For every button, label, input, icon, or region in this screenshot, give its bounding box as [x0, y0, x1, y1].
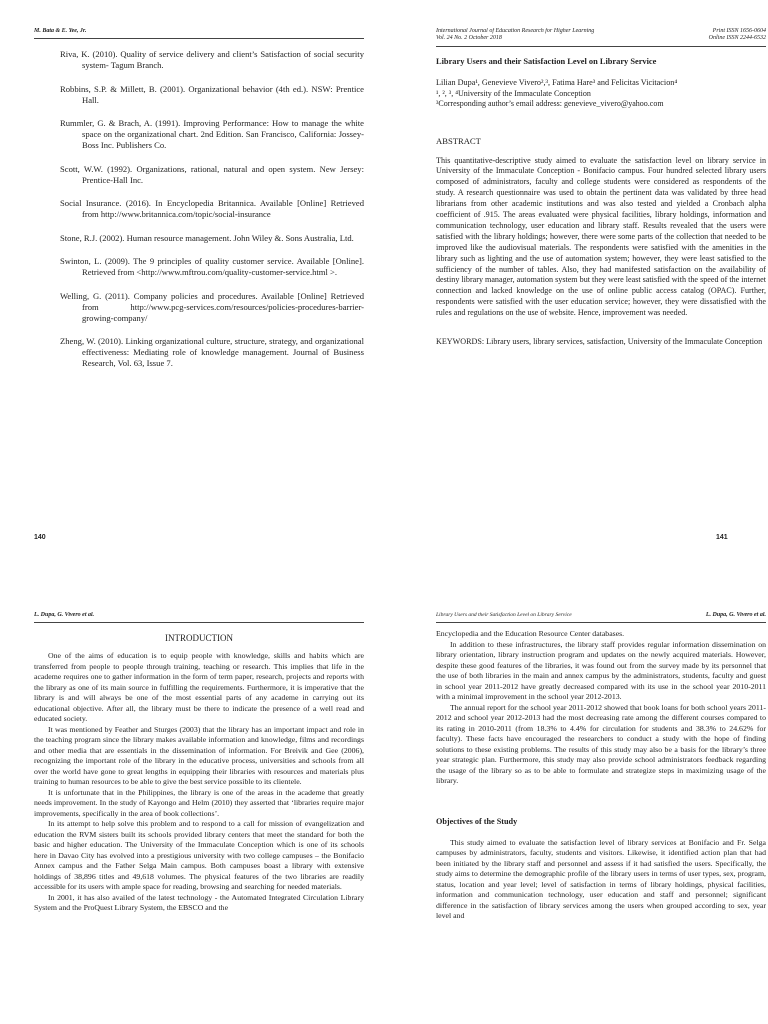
reference-item: Robbins, S.P. & Millett, B. (2001). Organizational behavior (4th ed.). NSW: Prentice Hall. [60, 83, 364, 105]
affiliation: ¹, ², ³, ⁴University of the Immaculate Conception [436, 88, 591, 98]
reference-list [34, 49, 364, 369]
page-143-header [436, 612, 766, 623]
issn-info [709, 28, 766, 42]
author-block [436, 78, 766, 110]
page-142 [34, 612, 364, 1024]
corresponding-author: ³Corresponding author’s email address: genevieve_vivero@yahoo.com [436, 99, 664, 108]
running-head: M. Bata & E. Yee, Jr. [34, 28, 87, 34]
body-paragraph: It is unfortunate that in the Philippines, the library is one of the areas in the academe that greatly needs improvement. In the study of Kayongo and Helm (2010) they asserted that ‘libraries require major improvements, specifically in the area of book collections’. [34, 787, 364, 818]
keywords: KEYWORDS: Library users, library services, satisfaction, University of the Immaculate Conception [436, 337, 763, 347]
page-140-header [34, 28, 364, 39]
reference-item: Zheng, W. (2010). Linking organizational culture, structure, strategy, and organizational effectiveness: Mediating role of knowledge management. Journal of Business Research, Vol. 63, Issue 7. [60, 336, 364, 368]
article-title: Library Users and their Satisfaction Level on Library Service [436, 57, 657, 66]
reference-item: Stone, R.J. (2002). Human resource management. John Wiley &. Sons Australia, Ltd. [60, 232, 354, 243]
reference-item: Riva, K. (2010). Quality of service delivery and client’s Satisfaction of social security system- Tagum Branch. [60, 49, 364, 70]
running-head-title: Library Users and their Satisfaction Level on Library Service [436, 612, 572, 618]
page-number-141: 141 [716, 534, 728, 541]
page-number-140: 140 [34, 534, 46, 541]
body-paragraph: It was mentioned by Feather and Sturges (2003) that the library has an important impact and role in the teaching program since the library makes available information and knowledge, films and recordings and other media that are essentials in the dissemination of information. For Breivik and Gee (2006), recognizing the important role of the library in the educative process, universities and schools from all over the world have gone to great lengths in equipping their libraries with resources and materials plus training to human resources to be able to give the best service possible to its clientele. [34, 724, 364, 786]
abstract-text: This quantitative-descriptive study aimed to evaluate the satisfaction level on library service in University of the Immaculate Conception - Bonifacio campus. Four hundred selected library users composed of administrators, faculty and college students were considered as respondents of the study. A research questionnaire was used to obtain the pertinent data was validated by three head librarians from other academic institutions and was also tested and yielded a Cronbach alpha coefficient of .915. The areas evaluated were physical facilities, library holdings, information and communication technology, user education and library staff. Results revealed that the users were satisfied with the library holdings; however, there were some parts of the collection that needed to be improved like the audiovisual materials. The respondents were satisfied with the amenities in the library such as lighting and the use of automation system; however, they were least satisfied to the sufficiency of the number of tables. Also, they had manifested satisfaction on the availability of destiny library manager, automation system but they were least satisfied with the speed of the internet connection and lacked knowledge on the use of online public access catalog (OPAC). Further, respondents were satisfied with the user education service; however, they were dissatisfied with the rules and regulations on the use of website. Hence, improvement was needed. [436, 155, 766, 318]
section-heading-introduction: INTRODUCTION [165, 633, 233, 643]
author-names: Lilian Dupa¹, Genevieve Vivero²,³, Fatima Hare³ and Felicitas Vicitacion⁴ [436, 78, 678, 87]
reference-item: Welling, G. (2011). Company policies and procedures. Available [Online] Retrieved from http://www.pcg-services.com/resources/policies-procedures-barrier-growing-company/ [60, 290, 364, 323]
running-head: L. Dupa, G. Vivero et al. [34, 612, 95, 618]
page-142-header [34, 612, 364, 623]
page-141 [436, 28, 766, 518]
journal-volume: Vol. 24 No. 2 October 2018 [436, 35, 502, 41]
page-141-header [436, 28, 766, 47]
reference-item: Swinton, L. (2009). The 9 principles of quality customer service. Available [Online]. Retrieved from <http://www.mftrou.com/quality-customer-service.html >. [60, 256, 364, 277]
body-paragraph: In 2001, it has also availed of the latest technology - the Automated Integrated Circulation Library System and the ProQuest Library System, the EBSCO and the [34, 892, 364, 912]
body-paragraph: In its attempt to help solve this problem and to respond to a call for mission of evangelization and education the RVM sisters built its schools provided library centers that meet the standard for both the basic and higher education. The University of the Immaculate Conception which is one of its schools here in Davao City has evolved into a prestigious university with two college campuses – the Bonifacio Annex campus and the Father Selga Main campus. Both campuses boast a library with extensive holdings of 38,896 titles and 49,618 volumes. The physical features of the two libraries are readily accessible for its users with ample space for reading, browsing and searching for needed materials. [34, 819, 364, 891]
issn-print: Print ISSN 1656-0604 [712, 28, 766, 34]
body-paragraph: This study aimed to evaluate the satisfaction level of library services at Bonifacio and Fr. Selga campuses by administrators, faculty, students and visitors. Likewise, it identified action plan that had been initiated by the library staff and personnel and assess if it had satisfied the users. Specifically, the study aims to determine the demographic profile of the library users in terms of user types, sex, program, status, location and year level; level of satisfaction in terms of library holdings, physical facilities, information and communication technology, user education and staff and personnel; significant difference in the satisfaction of library services among the users when grouped according to sex, year level and [436, 837, 766, 920]
section-heading-objectives: Objectives of the Study [436, 816, 518, 826]
body-paragraph: Encyclopedia and the Education Resource Center databases. [436, 629, 625, 638]
journal-name: International Journal of Education Research for Higher Learning [436, 28, 595, 34]
body-paragraph: One of the aims of education is to equip people with knowledge, skills and habits which are transferred from people to people through training, teaching or research. This implies that life in the academe requires one to gather information in the form of term paper, research, projects and reports with the library as one of its main source in fulfilling the requirements. Furthermore, it is imperative that the library is and will always be one of the most essential parts of any academe in carrying out its educational objective. After all, the library must be there to indicate the presence of a well read and educated society. [34, 651, 364, 723]
issn-online: Online ISSN 2244-6532 [708, 35, 766, 41]
reference-item: Scott, W.W. (1992). Organizations, rational, natural and open system. New Jersey: Prentice-Hall Inc. [60, 163, 364, 185]
abstract-heading: ABSTRACT [436, 135, 481, 146]
running-head-authors: L. Dupa, G. Vivero et al. [705, 612, 766, 618]
body-paragraph: In addition to these infrastructures, the library staff provides regular information dissemination on library orientation, library instruction program and updates on the newly acquired materials. However, despite these good features of the libraries, it was found out from the survey made by its personnel that the use of both libraries in the main and annex campus by the administrators, students, faculty and guest in school year 2011-2012 have greatly decreased compared with its use in the school year 2010-2011 with a minimal improvement in the school year 2012-2013. [436, 639, 766, 701]
reference-item: Rummler, G. & Brach, A. (1991). Improving Performance: How to manage the white space on the organizational chart. 2nd Edition. San Francisco, California: Jossey-Boss Inc. Publishers Co. [60, 118, 364, 150]
body-paragraph: The annual report for the school year 2011-2012 showed that book loans for both school years 2011-2012 and school year 2012-2013 had the most decreasing rate among the different courses compared to its rating in 2010-2011 (from 18.3% to 4.4% for circulation for students and 38.3% to 24.62% for faculty). These facts have encouraged the researchers to conduct a study with the hope of finding solutions to these existing problems. The results of this study may also be a basis for the library’s three year strategic plan. Furthermore, this study may also provide school administrators feedback regarding the usage of the library so as to be able to formulate and strategize steps in maximizing usage of the library. [436, 702, 766, 785]
page-140 [34, 28, 364, 518]
page-143 [436, 612, 766, 1024]
journal-info [436, 28, 594, 42]
reference-item: Social Insurance. (2016). In Encyclopedia Britannica. Available [Online] Retrieved from http://www.britannica.com/topic/social-insurance [60, 198, 364, 219]
